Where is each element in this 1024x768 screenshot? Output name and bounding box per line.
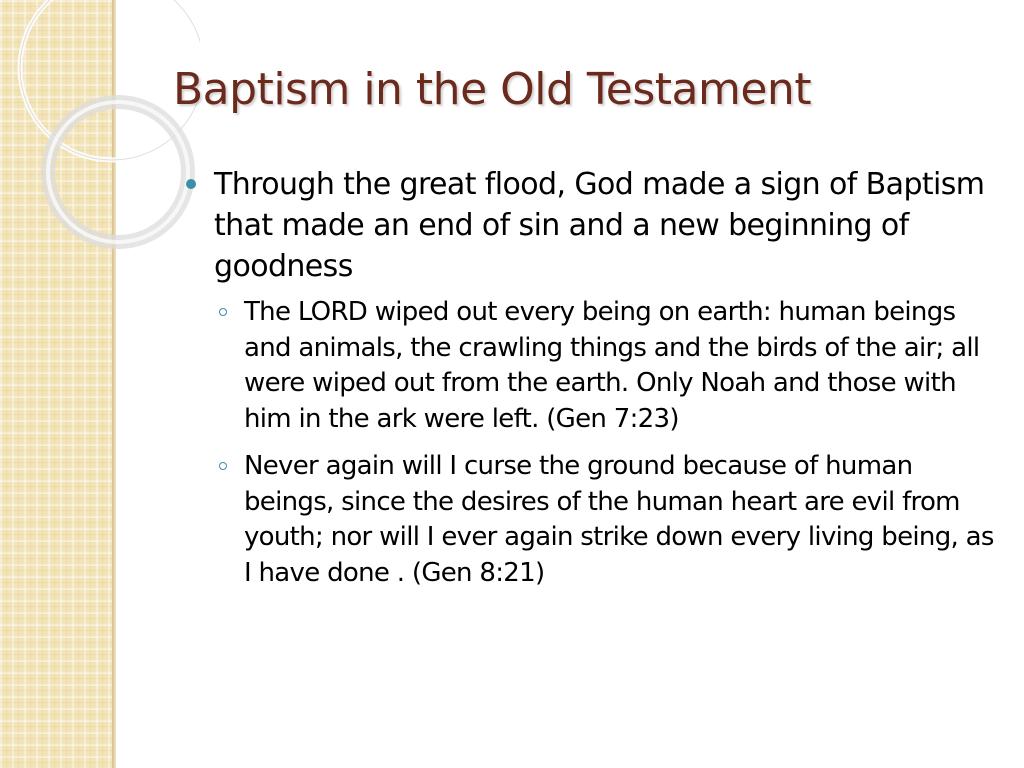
slide-content: [186, 164, 996, 603]
decorative-circles-icon: [0, 0, 200, 280]
bullet-item: [186, 164, 996, 287]
sub-bullet-item: [244, 449, 996, 591]
sub-bullet-text: The LORD wiped out every being on earth: human beings and animals, the crawling things and the birds of the air; all were wiped out from the earth. Only Noah and those with him in the ark were left. (Gen 7:23): [244, 297, 980, 434]
bullet-text: Through the great flood, God made a sign of Baptism that made an end of sin and a new beginning of goodness: [214, 167, 985, 284]
slide-title: Baptism in the Old Testament: [173, 64, 812, 115]
bullet-dot-icon: [186, 179, 196, 189]
sub-bullet-text: Never again will I curse the ground because of human beings, since the desires of the human heart are evil from youth; nor will I ever again strike down every living being, as I have done . (Gen 8:21): [244, 451, 994, 588]
sub-bullet-circle-icon: [219, 462, 227, 470]
sub-bullet-circle-icon: [219, 308, 227, 316]
sub-bullet-item: [244, 295, 996, 437]
sub-bullet-list: [186, 295, 996, 591]
